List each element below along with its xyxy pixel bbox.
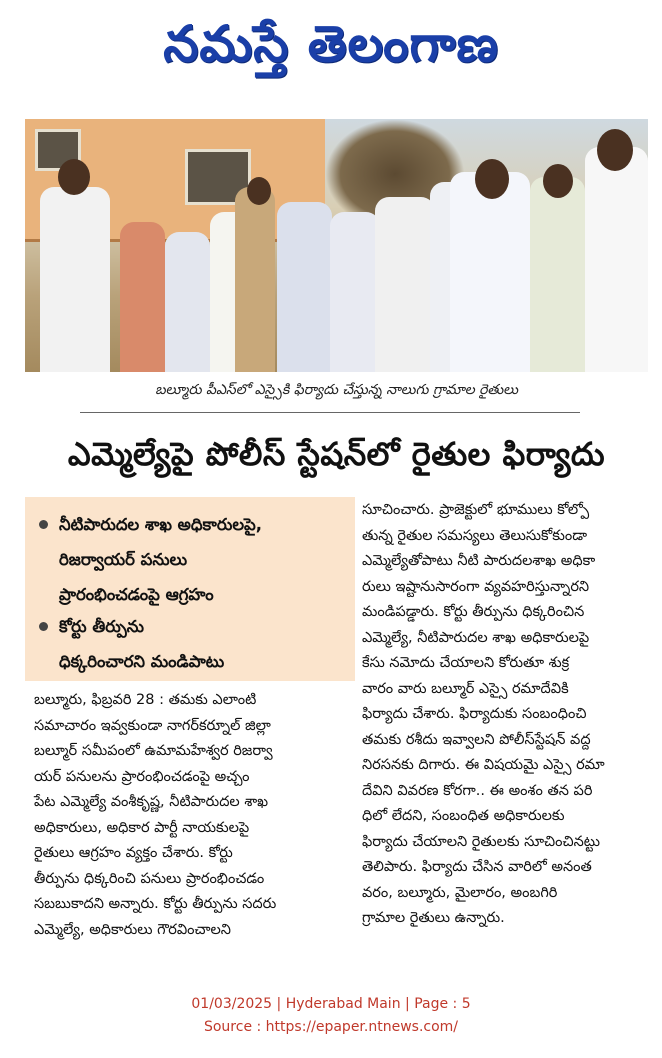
bullet-icon	[39, 622, 48, 631]
photo-person	[330, 212, 380, 372]
photo-head	[475, 159, 509, 199]
body-line: సూచించారు. ప్రాజెక్టులో భూములు కోల్పో	[362, 502, 590, 518]
article-body-left	[34, 688, 344, 943]
source-link[interactable]: Source : https://epaper.ntnews.com/	[203, 1019, 459, 1035]
body-line: తీర్పును ధిక్కరించి పనులు ప్రారంభించడం	[34, 870, 265, 887]
body-line: ఎమ్మెల్యే, అధికారులు గౌరవించాలని	[34, 921, 231, 938]
photo-person	[450, 172, 530, 372]
body-line: వరం, బల్మూరు, మైలారం, అంబగిరి	[362, 884, 558, 901]
highlight-line: ప్రారంభించడంపై ఆగ్రహం	[59, 585, 214, 604]
body-line: తెలిపారు. ఫిర్యాదు చేసిన వారిలో అనంత	[362, 859, 592, 875]
photo-person	[277, 202, 332, 372]
body-line: కేసు నమోదు చేయాలని కోరుతూ శుక్ర	[362, 655, 570, 671]
body-line: బల్మూర్ సమీపంలో ఉమామహేశ్వర రిజర్వా	[34, 743, 273, 759]
body-line: వారం వారు బల్మూర్ ఎస్సై రమాదేవికి	[362, 680, 569, 697]
body-line: బల్మూరు, ఫిబ్రవరి 28 : తమకు ఎలాంటి	[34, 692, 257, 708]
body-line: రైతులు ఆగ్రహం వ్యక్తం చేశారు. కోర్టు	[34, 845, 233, 861]
body-line: మండిపడ్డారు. కోర్టు తీర్పును ధిక్కరించిన	[362, 604, 585, 620]
photo-person-officer	[235, 187, 275, 372]
newspaper-logo: నమస్తే తెలంగాణ	[163, 14, 499, 73]
photo-head	[543, 164, 573, 198]
body-line: సబబుకాదని అన్నారు. కోర్టు తీర్పును సదరు	[34, 896, 277, 912]
body-line: నిరసనకు దిగారు. ఈ విషయమై ఎస్సై రమా	[362, 757, 605, 773]
body-line: యర్ పనులను ప్రారంభించడంపై అచ్చం	[34, 768, 250, 785]
body-line: ఎమ్మెల్యే, నీటిపారుదల శాఖ అధికారులపై	[362, 629, 590, 646]
photo-person	[165, 232, 210, 372]
body-line: తున్న రైతుల సమస్యలు తెలుసుకోకుండా	[362, 527, 588, 544]
edition-info: 01/03/2025 | Hyderabad Main | Page : 5	[191, 996, 471, 1012]
photo-person	[375, 197, 435, 372]
masthead	[0, 0, 662, 100]
body-line: ధిలో లేదని, సంబంధిత అధికారులకు	[362, 808, 565, 824]
body-line: పేట ఎమ్మెల్యే వంశీకృష్ణ, నీటిపారుదల శాఖ	[34, 794, 269, 810]
highlights-box	[25, 497, 355, 681]
body-line: రులు ఇష్టానుసారంగా వ్యవహరిస్తున్నారని	[362, 578, 590, 595]
photo-person	[530, 177, 585, 372]
photo-person	[40, 187, 110, 372]
photo-caption: బల్మూరు పీఎస్‌లో ఎస్సైకి ఫిర్యాదు చేస్తున్న నాలుగు గ్రామాల రైతులు	[155, 381, 518, 398]
highlight-line: నీటిపారుదల శాఖ అధికారులపై,	[59, 515, 263, 534]
article-headline: ఎమ్మెల్యేపై పోలీస్ స్టేషన్‌లో రైతుల ఫిర్యాదు	[67, 435, 606, 473]
body-line: ఎమ్మెల్యేతోపాటు నీటి పారుదలశాఖ అధికా	[362, 553, 596, 569]
body-line: దేవిని వివరణ కోరగా.. ఈ అంశం తన పరి	[362, 782, 593, 799]
highlight-item	[39, 507, 339, 612]
highlight-line: రిజర్వాయర్ పనులు	[59, 550, 188, 569]
body-line: అధికారులు, అధికార పార్టీ నాయకులపై	[34, 819, 250, 836]
body-line: తమకు రశీదు ఇవ్వాలని పోలీస్‌స్టేషన్ వద్ద	[362, 731, 591, 748]
body-line: ఫిర్యాదు చేశారు. ఫిర్యాదుకు సంబంధించి	[362, 706, 587, 722]
body-line: ఫిర్యాదు చేయాలని రైతులకు సూచించినట్టు	[362, 833, 600, 850]
bullet-icon	[39, 520, 48, 529]
body-line: సమాచారం ఇవ్వకుండా నాగర్‌కర్నూల్ జిల్లా	[34, 717, 271, 734]
news-photo	[25, 119, 648, 372]
photo-head	[58, 159, 90, 195]
caption-divider	[80, 412, 580, 413]
photo-head	[247, 177, 271, 205]
article-body-right	[362, 498, 648, 932]
photo-person	[585, 147, 648, 372]
body-line: గ్రామాల రైతులు ఉన్నారు.	[362, 910, 505, 926]
photo-head	[597, 129, 633, 171]
photo-person	[120, 222, 165, 372]
highlight-item	[39, 609, 339, 679]
highlight-line: ధిక్కరించారని మండిపాటు	[59, 652, 225, 671]
highlight-line: కోర్టు తీర్పును	[59, 617, 144, 636]
